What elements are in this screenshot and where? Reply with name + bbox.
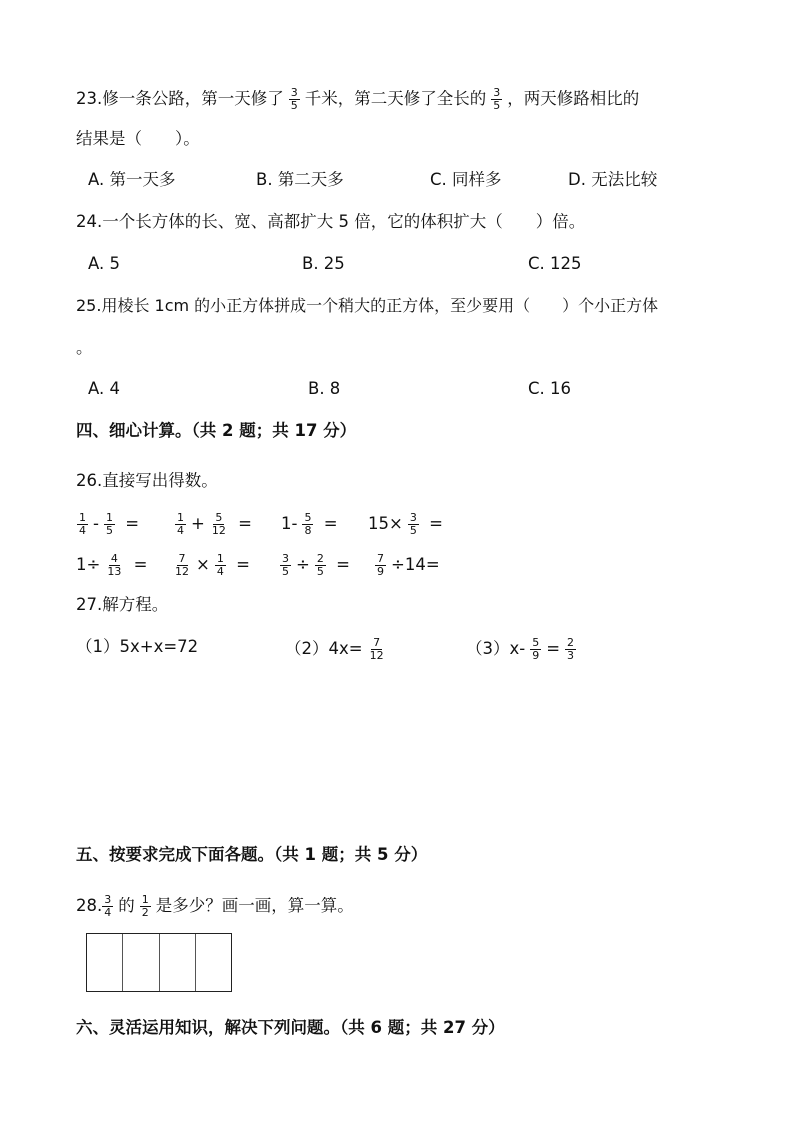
fraction: $\frac{1}{4}$ (177, 511, 184, 537)
q23-line2: 结果是（ ）。 (76, 129, 200, 148)
fraction: $\frac{3}{5}$ (282, 552, 289, 578)
q24-question: 24.一个长方体的长、宽、高都扩大 5 倍，它的体积扩大（ ）倍。 (76, 212, 586, 231)
section-5-heading: 五、按要求完成下面各题。（共 1 题；共 5 分） (76, 845, 428, 864)
q25-question: 25.用棱长 1cm 的小正方体拼成一个稍大的正方体，至少要用（ ）个小正方体 (76, 296, 659, 315)
q25-line2: 。 (76, 338, 93, 357)
q23-line1 (76, 87, 639, 112)
fraction: $\frac{3}{5}$ (290, 86, 298, 112)
fraction: $\frac{1}{4}$ (79, 511, 86, 537)
q23-option-c: C. 同样多 (430, 170, 502, 189)
fraction: $\frac{3}{5}$ (409, 511, 417, 537)
q26-expr-2-4: $\frac{7}{9}$ ÷14= (377, 552, 440, 578)
q26-expr-2-3: $\frac{3}{5}$ ÷ $\frac{2}{5}$ = (282, 552, 350, 578)
q26-expr-1-1: $\frac{1}{4}$ - $\frac{1}{5}$ = (79, 511, 140, 537)
fraction: $\frac{4}{13}$ (107, 552, 122, 578)
q28-question: 28. $\frac{3}{4}$ 的 $\frac{1}{2}$ 是多少？画一画，算一算。 (76, 893, 354, 919)
fraction: $\frac{2}{3}$ (567, 636, 575, 662)
q24-option-b: B. 25 (302, 254, 345, 273)
q26-expr-1-3: 1- $\frac{5}{8}$ = (281, 511, 338, 537)
section-6-heading: 六、灵活运用知识，解决下列问题。（共 6 题；共 27 分） (76, 1018, 505, 1037)
grid-cell (160, 934, 196, 991)
q27-equation-2: （2）4x= $\frac{7}{12}$ (285, 636, 384, 662)
q23-text-mid: 千米，第二天修了全长的 (304, 89, 487, 108)
q23-option-b: B. 第二天多 (256, 170, 344, 189)
fraction: $\frac{3}{5}$ (493, 86, 501, 112)
q23-text-suffix: ，两天修路相比的 (507, 89, 640, 108)
q26-expr-2-2: $\frac{7}{12}$ × $\frac{1}{4}$ = (175, 552, 250, 578)
fraction: $\frac{1}{2}$ (141, 893, 149, 919)
fraction: $\frac{7}{12}$ (175, 552, 189, 578)
fraction: $\frac{2}{5}$ (316, 552, 324, 578)
q25-option-b: B. 8 (308, 379, 341, 398)
q23-option-a: A. 第一天多 (88, 170, 176, 189)
fraction: $\frac{5}{8}$ (304, 511, 312, 537)
fraction: $\frac{3}{4}$ (104, 893, 112, 919)
fraction: $\frac{5}{12}$ (211, 511, 226, 537)
q26-expr-2-1: 1÷ $\frac{4}{13}$ = (76, 552, 148, 578)
q26-expr-1-4: 15× $\frac{3}{5}$ = (368, 511, 443, 537)
q23-text-prefix: 23.修一条公路，第一天修了 (76, 89, 284, 108)
q24-option-a: A. 5 (88, 254, 120, 273)
fraction: $\frac{7}{12}$ (369, 636, 384, 662)
q27-equation-1: （1）5x+x=72 (76, 637, 199, 656)
q27-title: 27.解方程。 (76, 595, 169, 614)
drawing-grid-box (86, 933, 232, 992)
fraction: $\frac{1}{4}$ (216, 552, 224, 578)
q25-option-a: A. 4 (88, 379, 120, 398)
fraction: $\frac{1}{5}$ (105, 511, 113, 537)
q23-option-d: D. 无法比较 (568, 170, 658, 189)
fraction: $\frac{7}{9}$ (377, 552, 384, 578)
section-4-heading: 四、细心计算。（共 2 题；共 17 分） (76, 421, 357, 440)
q26-title: 26.直接写出得数。 (76, 471, 218, 490)
grid-cell (196, 934, 231, 991)
q26-expr-1-2: $\frac{1}{4}$ + $\frac{5}{12}$ = (177, 511, 252, 537)
grid-cell (123, 934, 159, 991)
grid-cell (87, 934, 123, 991)
q27-equation-3: （3）x- $\frac{5}{9}$ = $\frac{2}{3}$ (466, 636, 575, 662)
q24-option-c: C. 125 (528, 254, 582, 273)
fraction: $\frac{5}{9}$ (532, 636, 540, 662)
q25-option-c: C. 16 (528, 379, 572, 398)
